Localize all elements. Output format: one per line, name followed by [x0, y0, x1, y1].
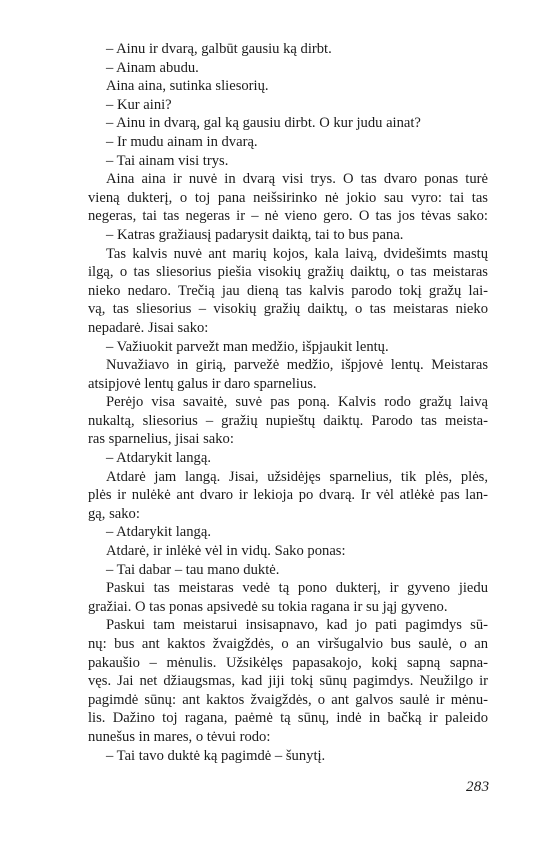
text-line: Atdarė, ir inlėkė vėl in vidų. Sako ponas:: [106, 543, 346, 560]
text-line: Tas kalvis nuvė ant marių kojos, kala laivą, dvidešimts mastų: [106, 245, 488, 262]
text-line: gą, sako:: [88, 505, 140, 522]
text-line: vą, tas sliesorius – visokių gražių daiktų, o tas meistaras nieko: [88, 301, 488, 318]
text-line: negeras, tai tas negeras ir – nė vieno gero. O tas jos tėvas sako:: [88, 208, 488, 225]
text-line: Aina aina ir nuvė in dvarą visi trys. O tas dvaro ponas turė: [106, 171, 488, 188]
text-line: gražiai. O tas ponas apsivedė su tokia ragana ir su jąj gyveno.: [88, 598, 448, 615]
body-text: [88, 40, 488, 765]
text-line: Aina aina, sutinka sliesorių.: [106, 78, 269, 95]
page-number: 283: [466, 779, 490, 795]
text-line: Paskui tas meistaras vedė tą pono dukterį, ir gyveno jiedu: [106, 580, 488, 597]
text-line: ras sparnelius, jisai sako:: [88, 431, 234, 448]
text-line: ilgą, o tas sliesorius piešia visokių gražių daiktų, o tas meistaras: [88, 264, 488, 281]
text-line: – Tai dabar – tau mano duktė.: [106, 561, 280, 578]
text-line: – Tai ainam visi trys.: [106, 152, 229, 169]
text-line: nepadarė. Jisai sako:: [88, 319, 209, 336]
text-line: pakaušio – mėnulis. Užsikėlęs papasakojo, kokį sapną sapna-: [88, 654, 488, 671]
text-line: – Ainu ir dvarą, galbūt gausiu ką dirbt.: [106, 41, 332, 57]
text-line: nieko nedaro. Trečią jau dieną tas kalvis parodo tokį gražų lai-: [88, 282, 488, 299]
text-line: vęs. Jai net džiaugsmas, kad jiji tokį sūnų pagimdys. Neužilgo ir: [88, 673, 488, 690]
text-line: – Tai tavo duktė ką pagimdė – šunytį.: [106, 747, 326, 764]
text-line: vieną dukterį, o toj pana neišsirinko nė jokio sau vyro: tai tas: [88, 189, 488, 206]
text-line: – Važiuokit parvežt man medžio, išpjaukit lentų.: [106, 338, 389, 355]
text-line: Paskui tam meistarui insisapnavo, kad jo pati pagimdys sū-: [106, 617, 488, 634]
text-line: – Katras gražiausį padarysit daiktą, tai to bus pana.: [106, 226, 404, 243]
text-line: nukaltą, sliesorius – gražių nupieštų daiktų. Parodo tas meista-: [88, 412, 488, 429]
text-line: Atdarė jam langą. Jisai, užsidėjęs sparnelius, tik plės, plės,: [106, 468, 488, 485]
text-line: Perėjo visa savaitė, suvė pas poną. Kalvis rodo gražų laivą: [106, 394, 488, 411]
text-line: – Atdarykit langą.: [106, 450, 211, 467]
text-line: – Ir mudu ainam in dvarą.: [106, 133, 258, 150]
text-line: plės ir nulėkė ant dvaro ir lekioja po dvarą. Ir vėl atlėkė pas lan-: [88, 487, 488, 504]
text-line: – Kur aini?: [106, 96, 172, 113]
text-line: nų: bus ant kaktos žvaigždės, o an viršugalvio bus saulė, o an: [88, 636, 488, 652]
text-line: nunešus in mares, o tėvui rodo:: [88, 728, 271, 745]
text-line: – Atdarykit langą.: [106, 524, 211, 541]
text-line: lis. Dažino toj ragana, paėmė tą sūnų, indė in bačką ir paleido: [88, 710, 488, 727]
text-line: Nuvažiavo in girią, parvežė medžio, išpjovė lentų. Meistaras: [106, 357, 488, 374]
text-line: – Ainam abudu.: [106, 59, 199, 76]
text-line: – Ainu in dvarą, gal ką gausiu dirbt. O kur judu ainat?: [106, 115, 421, 132]
text-line: atsipjovė lentų galus ir daro sparnelius.: [88, 375, 317, 392]
text-line: pagimdė sūnų: ant kaktos žvaigždės, o ant galvos saulė ir mėnu-: [88, 691, 488, 708]
